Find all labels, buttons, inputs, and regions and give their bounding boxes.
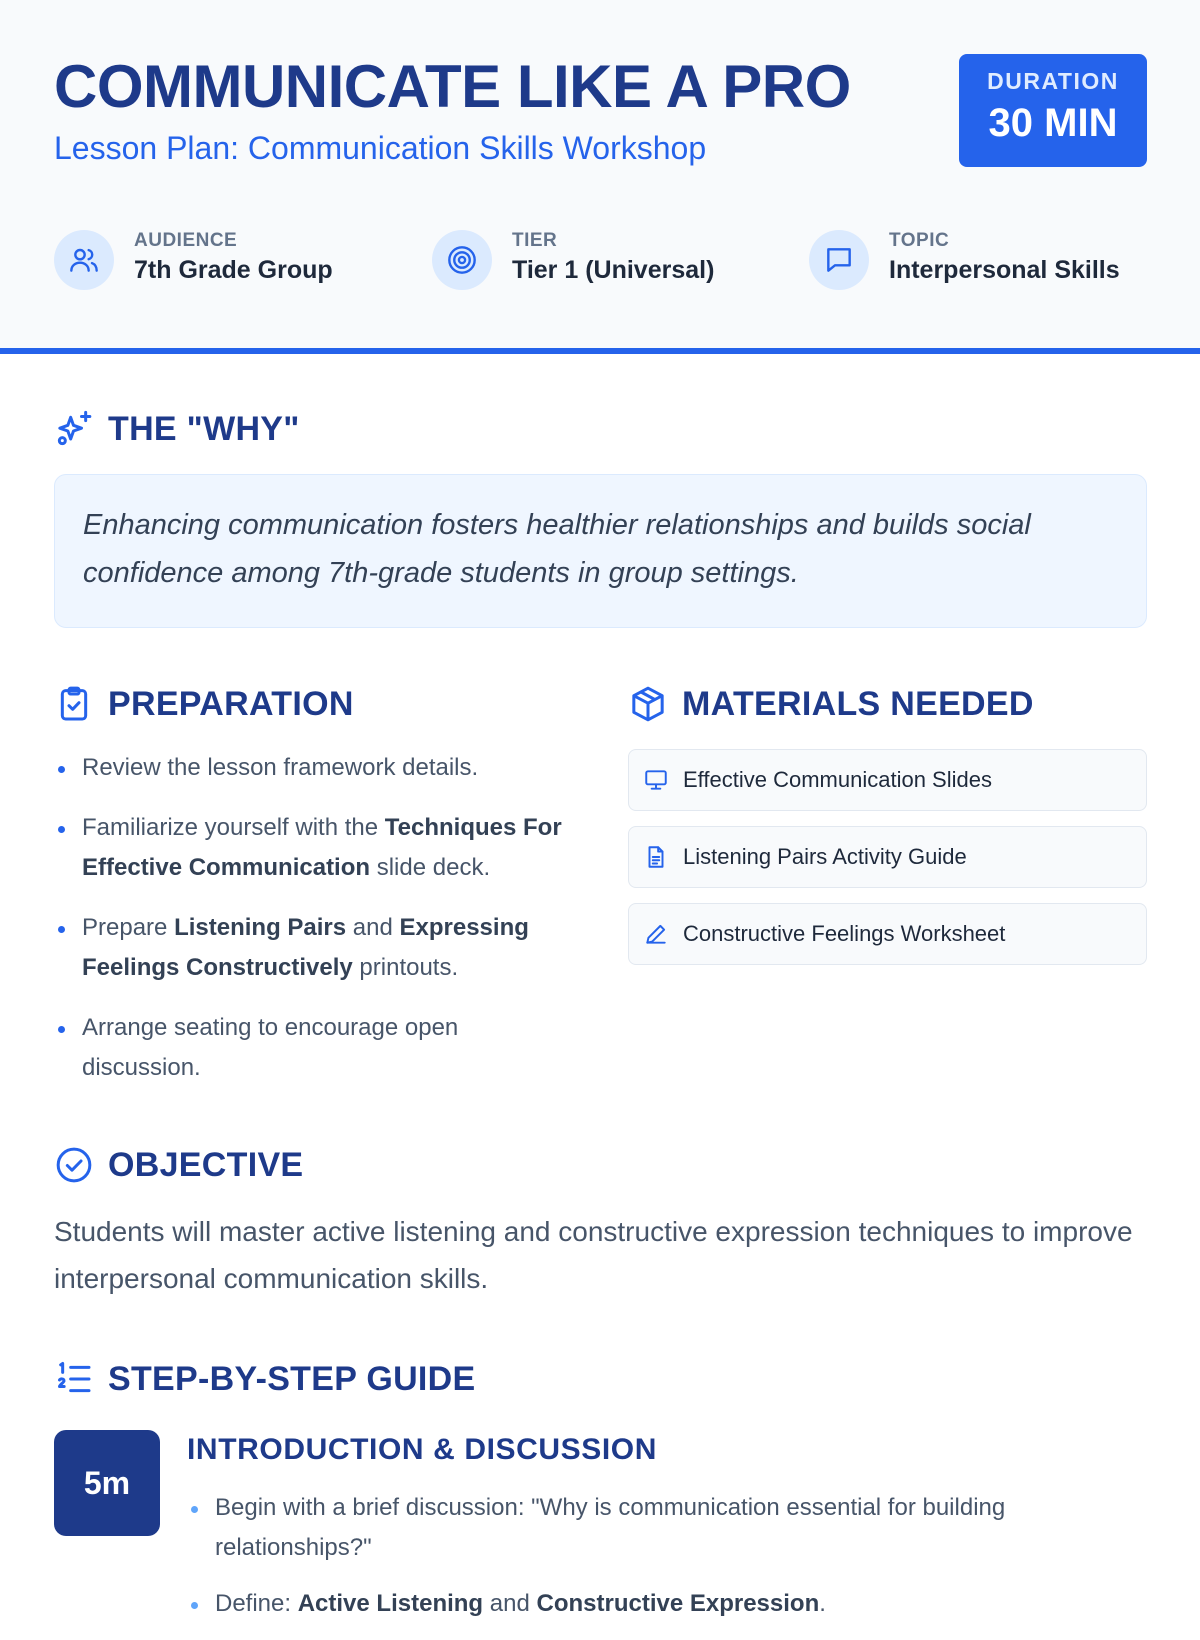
meta-value: Interpersonal Skills [889,256,1120,284]
material-label: Constructive Feelings Worksheet [683,921,1006,946]
meta-label: TOPIC [889,230,950,251]
document-icon [643,844,669,870]
guide-heading [54,1359,476,1399]
why-text: Enhancing communication fosters healthier relationships and builds social confidence among 7th-grade students in group settings. [83,509,1031,589]
check-circle-icon [54,1145,94,1185]
numbered-list-icon [54,1359,94,1399]
material-item[interactable] [628,826,1147,888]
objective-text: Students will master active listening and constructive expression techniques to improve interpersonal communication skills. [54,1216,1133,1294]
page-subtitle: Lesson Plan: Communication Skills Workshop [54,130,707,166]
material-item[interactable] [628,749,1147,811]
section-title: STEP-BY-STEP GUIDE [108,1359,476,1398]
meta-label: AUDIENCE [134,230,238,251]
section-title: THE "WHY" [108,409,300,448]
why-heading [54,409,300,449]
lesson-header [0,0,1200,354]
meta-value: Tier 1 (Universal) [512,256,715,284]
duration-badge [959,54,1147,167]
duration-label: DURATION [987,68,1119,94]
section-title: MATERIALS NEEDED [682,684,1034,723]
list-item: Familiarize yourself with the Techniques For Effective Communication slide deck. [54,808,574,888]
list-item: Arrange seating to encourage open discussion. [54,1008,574,1088]
users-icon [54,230,114,290]
pencil-icon [643,921,669,947]
chat-bubble-icon [809,230,869,290]
monitor-icon [643,767,669,793]
materials-heading [628,684,1034,724]
list-item: Begin with a brief discussion: "Why is communication essential for building relationships?" [187,1488,1147,1568]
page-title: COMMUNICATE LIKE A PRO [54,53,851,120]
step-duration-badge: 5m [54,1430,160,1536]
section-title: OBJECTIVE [108,1145,304,1184]
preparation-heading [54,684,354,724]
target-icon [432,230,492,290]
clipboard-check-icon [54,684,94,724]
step-title: INTRODUCTION & DISCUSSION [187,1433,658,1466]
package-icon [628,684,668,724]
meta-label: TIER [512,230,558,251]
material-item[interactable] [628,903,1147,965]
preparation-list [54,748,574,1108]
duration-value: 30 MIN [988,101,1118,145]
list-item: Prepare Listening Pairs and Expressing Feelings Constructively printouts. [54,908,574,988]
objective-heading [54,1145,303,1185]
step-list [187,1488,1147,1640]
list-item: Review the lesson framework details. [54,748,574,788]
why-callout [54,474,1147,628]
material-label: Effective Communication Slides [683,767,992,792]
section-title: PREPARATION [108,684,354,723]
meta-value: 7th Grade Group [134,256,333,284]
material-label: Listening Pairs Activity Guide [683,844,967,869]
sparkles-icon [54,409,94,449]
list-item: Define: Active Listening and Constructive Expression. [187,1584,1147,1624]
